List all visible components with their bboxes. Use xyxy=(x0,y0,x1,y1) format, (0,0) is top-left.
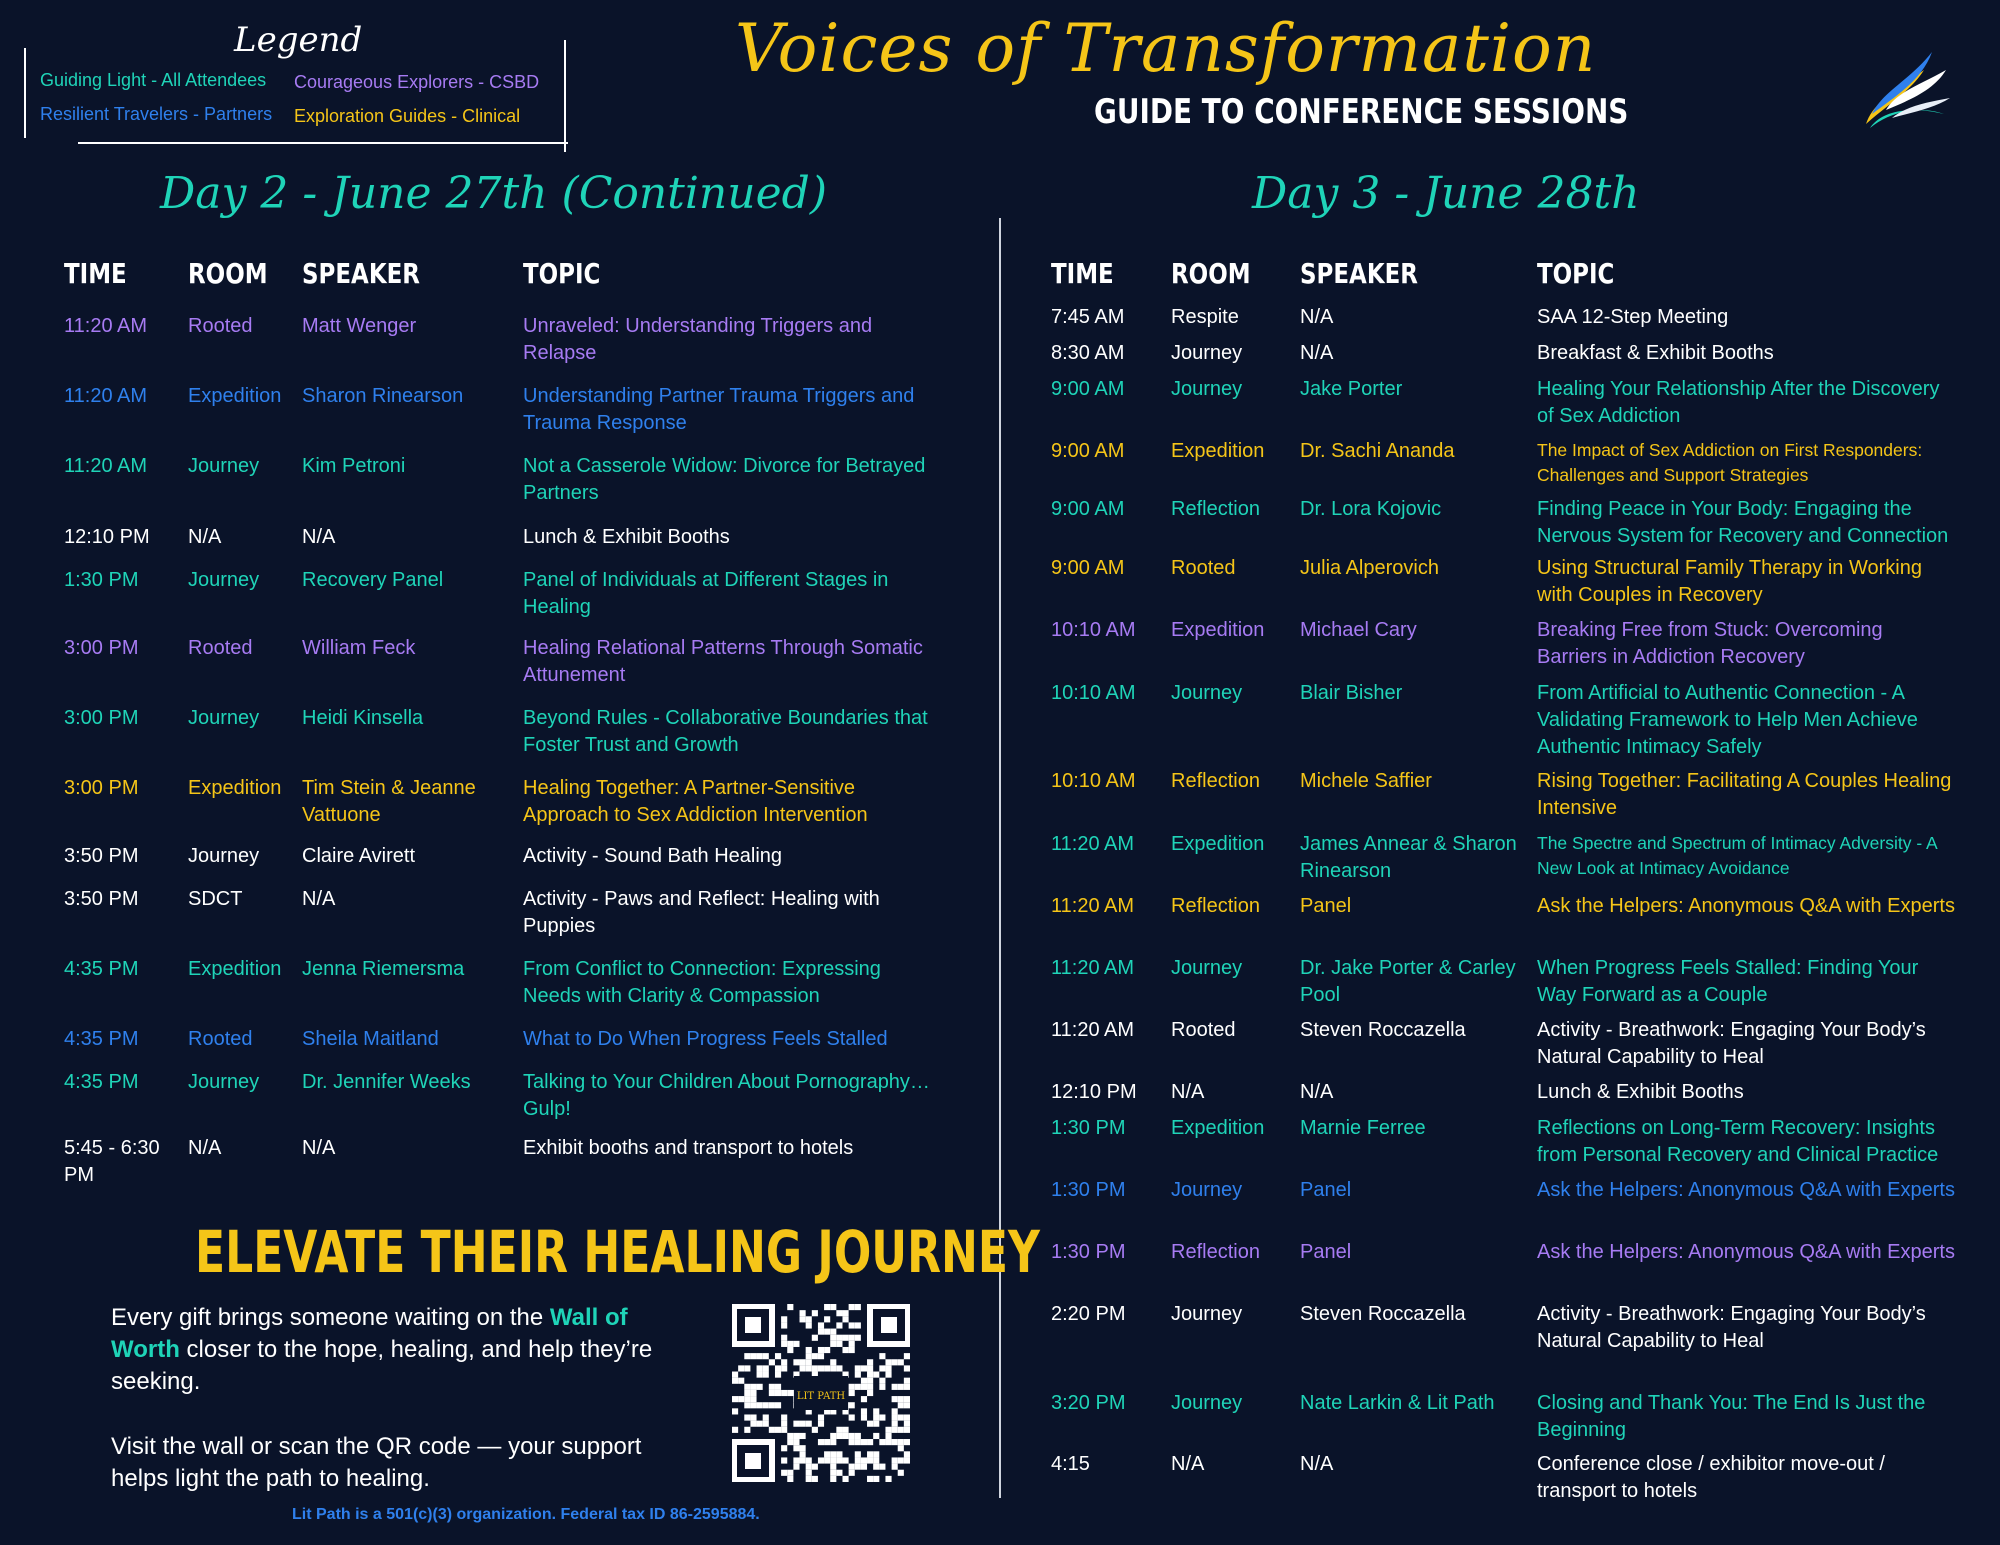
day3-row-time: 7:45 AM xyxy=(1051,306,1125,328)
day3-row-time: 11:20 AM xyxy=(1051,957,1135,979)
day3-row-room: Expedition xyxy=(1171,1117,1265,1139)
day3-row-topic: The Impact of Sex Addiction on First Responders: Challenges and Support Strategies xyxy=(1537,440,1923,485)
day3-row-speaker: Michael Cary xyxy=(1300,619,1417,641)
legend-item-clinical: Exploration Guides - Clinical xyxy=(294,106,521,126)
day2-row-topic: Exhibit booths and transport to hotels xyxy=(523,1137,854,1159)
day3-row-room: Reflection xyxy=(1171,770,1260,792)
day2-row-topic: Activity - Sound Bath Healing xyxy=(523,845,783,867)
day3-row-time: 1:30 PM xyxy=(1051,1179,1126,1201)
day3-row-time: 9:00 AM xyxy=(1051,557,1125,579)
day3-row-room: N/A xyxy=(1171,1081,1205,1103)
day2-row-room: N/A xyxy=(188,526,222,548)
legend-left-bar xyxy=(24,48,26,138)
day2-row-topic: Unraveled: Understanding Triggers and Relapse xyxy=(523,315,873,364)
day3-row-time: 8:30 AM xyxy=(1051,342,1125,364)
day3-row-speaker: N/A xyxy=(1300,306,1334,328)
day2-row-topic: Lunch & Exhibit Booths xyxy=(523,526,730,548)
day2-row-speaker: Matt Wenger xyxy=(302,315,417,337)
day3-row-time: 10:10 AM xyxy=(1051,682,1136,704)
day3-row-room: Expedition xyxy=(1171,619,1265,641)
day2-row-speaker: Tim Stein & Jeanne Vattuone xyxy=(302,777,476,826)
day3-row-speaker: Steven Roccazella xyxy=(1300,1303,1466,1325)
legend-item-partners: Resilient Travelers - Partners xyxy=(40,104,273,124)
day3-row-time: 1:30 PM xyxy=(1051,1117,1126,1139)
day3-row-time: 11:20 AM xyxy=(1051,833,1135,855)
day3-row-time: 11:20 AM xyxy=(1051,1019,1135,1041)
day2-row-time: 3:00 PM xyxy=(64,637,139,659)
day3-header-room: ROOM xyxy=(1171,257,1251,290)
day3-row-room: Journey xyxy=(1171,1179,1243,1201)
day3-row-topic: Closing and Thank You: The End Is Just the Beginning xyxy=(1537,1392,1926,1441)
day2-row-time: 11:20 AM xyxy=(64,455,148,477)
day3-row-time: 9:00 AM xyxy=(1051,440,1125,462)
day2-row-speaker: Kim Petroni xyxy=(302,455,406,477)
day3-row-room: Reflection xyxy=(1171,895,1260,917)
day3-row-speaker: Steven Roccazella xyxy=(1300,1019,1466,1041)
tax-note: Lit Path is a 501(c)(3) organization. Federal tax ID 86-2595884. xyxy=(292,1506,760,1523)
day2-row-speaker: Sheila Maitland xyxy=(302,1028,439,1050)
day2-row-time: 5:45 - 6:30 PM xyxy=(64,1137,160,1186)
day3-row-room: Reflection xyxy=(1171,1241,1260,1263)
day2-row-room: N/A xyxy=(188,1137,222,1159)
day3-row-topic: Conference close / exhibitor move-out / transport to hotels xyxy=(1537,1453,1885,1502)
day3-row-room: Journey xyxy=(1171,1303,1243,1325)
day3-row-room: Journey xyxy=(1171,1392,1243,1414)
cta-text xyxy=(111,1302,671,1398)
day3-row-topic: From Artificial to Authentic Connection - A Validating Framework to Help Men Achieve Authentic Intimacy Safely xyxy=(1537,682,1918,758)
day3-row-topic: Breaking Free from Stuck: Overcoming Barriers in Addiction Recovery xyxy=(1537,619,1883,668)
day3-row-room: Journey xyxy=(1171,342,1243,364)
day3-row-time: 2:20 PM xyxy=(1051,1303,1126,1325)
day2-row-time: 3:50 PM xyxy=(64,845,139,867)
day3-row-topic: The Spectre and Spectrum of Intimacy Adversity - A New Look at Intimacy Avoidance xyxy=(1537,833,1937,878)
wave-wings-logo-icon xyxy=(1852,40,1952,140)
day3-header-speaker: SPEAKER xyxy=(1300,257,1418,290)
day2-row-speaker: N/A xyxy=(302,526,336,548)
day3-row-time: 11:20 AM xyxy=(1051,895,1135,917)
day2-row-time: 11:20 AM xyxy=(64,315,148,337)
day3-row-speaker: N/A xyxy=(1300,1453,1334,1475)
day2-row-speaker: Sharon Rinearson xyxy=(302,385,464,407)
page-title: Voices of Transformation xyxy=(735,10,1597,87)
day3-row-topic: When Progress Feels Stalled: Finding Your Way Forward as a Couple xyxy=(1537,957,1919,1006)
day2-row-time: 3:50 PM xyxy=(64,888,139,910)
day3-row-speaker: Panel xyxy=(1300,895,1352,917)
legend-right-bar xyxy=(564,40,566,152)
day3-row-speaker: James Annear & Sharon Rinearson xyxy=(1300,833,1517,882)
day3-heading: Day 3 - June 28th xyxy=(1252,168,1640,219)
qr-brand-label: LIT PATH xyxy=(796,1391,846,1402)
day3-header-topic: TOPIC xyxy=(1537,257,1615,290)
day3-row-room: Respite xyxy=(1171,306,1239,328)
cta-text-part: Every gift brings someone waiting on the xyxy=(111,1304,550,1331)
day3-row-topic: Finding Peace in Your Body: Engaging the Nervous System for Recovery and Connection xyxy=(1537,498,1949,547)
day2-row-time: 12:10 PM xyxy=(64,526,150,548)
day3-row-time: 10:10 AM xyxy=(1051,619,1136,641)
day2-row-room: Rooted xyxy=(188,637,253,659)
day3-row-topic: Ask the Helpers: Anonymous Q&A with Experts xyxy=(1537,1241,1955,1263)
cta-text-part: closer to the hope, healing, and help they’re seeking. xyxy=(111,1336,653,1395)
day2-row-room: SDCT xyxy=(188,888,243,910)
day3-row-speaker: Jake Porter xyxy=(1300,378,1403,400)
day2-header-speaker: SPEAKER xyxy=(302,257,420,290)
day3-header-time: TIME xyxy=(1051,257,1114,290)
cta-text-2: Visit the wall or scan the QR code — your support helps light the path to healing. xyxy=(111,1433,642,1492)
day3-row-time: 4:15 xyxy=(1051,1453,1090,1475)
day2-row-topic: Panel of Individuals at Different Stages in Healing xyxy=(523,569,889,618)
day3-row-topic: Using Structural Family Therapy in Working with Couples in Recovery xyxy=(1537,557,1922,606)
day3-row-time: 9:00 AM xyxy=(1051,378,1125,400)
day3-row-speaker: Panel xyxy=(1300,1241,1352,1263)
day2-row-room: Rooted xyxy=(188,1028,253,1050)
day2-row-speaker: Recovery Panel xyxy=(302,569,444,591)
day3-row-topic: Reflections on Long-Term Recovery: Insights from Personal Recovery and Clinical Practice xyxy=(1537,1117,1939,1166)
day2-row-room: Journey xyxy=(188,845,260,867)
cta-heading: ELEVATE THEIR HEALING JOURNEY xyxy=(195,1218,1040,1286)
day2-row-room: Journey xyxy=(188,707,260,729)
day3-row-topic: SAA 12-Step Meeting xyxy=(1537,306,1729,328)
legend-underline xyxy=(78,142,568,144)
day2-row-speaker: N/A xyxy=(302,888,336,910)
day3-row-topic: Activity - Breathwork: Engaging Your Body’s Natural Capability to Heal xyxy=(1537,1303,1926,1352)
day3-row-topic: Breakfast & Exhibit Booths xyxy=(1537,342,1774,364)
day3-row-speaker: N/A xyxy=(1300,342,1334,364)
day3-row-speaker: N/A xyxy=(1300,1081,1334,1103)
day2-row-speaker: Dr. Jennifer Weeks xyxy=(302,1071,471,1093)
day3-row-speaker: Julia Alperovich xyxy=(1300,557,1439,579)
day2-row-speaker: Jenna Riemersma xyxy=(302,958,465,980)
day3-row-room: Rooted xyxy=(1171,557,1236,579)
day2-row-room: Expedition xyxy=(188,777,282,799)
day3-row-room: N/A xyxy=(1171,1453,1205,1475)
day3-row-time: 12:10 PM xyxy=(1051,1081,1137,1103)
day2-heading: Day 2 - June 27th (Continued) xyxy=(160,168,827,219)
day2-row-topic: Healing Relational Patterns Through Somatic Attunement xyxy=(523,637,923,686)
day2-row-room: Journey xyxy=(188,1071,260,1093)
day2-row-speaker: Heidi Kinsella xyxy=(302,707,424,729)
day2-row-topic: From Conflict to Connection: Expressing Needs with Clarity & Compassion xyxy=(523,958,881,1007)
day2-row-time: 4:35 PM xyxy=(64,958,139,980)
day3-row-speaker: Michele Saffier xyxy=(1300,770,1432,792)
day2-header-time: TIME xyxy=(64,257,127,290)
day2-row-topic: Talking to Your Children About Pornography…Gulp! xyxy=(523,1071,930,1120)
column-divider xyxy=(999,218,1001,1498)
day3-row-time: 9:00 AM xyxy=(1051,498,1125,520)
day3-row-time: 10:10 AM xyxy=(1051,770,1136,792)
day2-row-time: 11:20 AM xyxy=(64,385,148,407)
legend-item-all-attendees: Guiding Light - All Attendees xyxy=(40,70,267,90)
day2-row-room: Rooted xyxy=(188,315,253,337)
day2-row-room: Journey xyxy=(188,569,260,591)
day2-row-room: Journey xyxy=(188,455,260,477)
day3-row-room: Journey xyxy=(1171,957,1243,979)
day3-row-speaker: Dr. Sachi Ananda xyxy=(1300,440,1455,462)
day3-row-speaker: Marnie Ferree xyxy=(1300,1117,1426,1139)
day3-row-topic: Healing Your Relationship After the Discovery of Sex Addiction xyxy=(1537,378,1940,427)
day3-row-topic: Ask the Helpers: Anonymous Q&A with Experts xyxy=(1537,1179,1955,1201)
day2-row-room: Expedition xyxy=(188,958,282,980)
day2-row-room: Expedition xyxy=(188,385,282,407)
day3-row-topic: Rising Together: Facilitating A Couples Healing Intensive xyxy=(1537,770,1952,819)
day2-row-speaker: William Feck xyxy=(302,637,416,659)
day2-row-time: 4:35 PM xyxy=(64,1071,139,1093)
day2-row-time: 3:00 PM xyxy=(64,777,139,799)
day3-row-time: 3:20 PM xyxy=(1051,1392,1126,1414)
day2-row-topic: What to Do When Progress Feels Stalled xyxy=(523,1028,888,1050)
day2-row-time: 4:35 PM xyxy=(64,1028,139,1050)
day2-row-time: 3:00 PM xyxy=(64,707,139,729)
legend-title: Legend xyxy=(234,20,363,60)
day3-row-speaker: Panel xyxy=(1300,1179,1352,1201)
day3-row-speaker: Dr. Jake Porter & Carley Pool xyxy=(1300,957,1516,1006)
day2-row-topic: Beyond Rules - Collaborative Boundaries that Foster Trust and Growth xyxy=(523,707,928,756)
day3-row-topic: Ask the Helpers: Anonymous Q&A with Experts xyxy=(1537,895,1955,917)
day3-row-topic: Activity - Breathwork: Engaging Your Body’s Natural Capability to Heal xyxy=(1537,1019,1926,1068)
day3-row-topic: Lunch & Exhibit Booths xyxy=(1537,1081,1744,1103)
day2-row-time: 1:30 PM xyxy=(64,569,139,591)
day3-row-room: Expedition xyxy=(1171,833,1265,855)
day2-row-topic: Not a Casserole Widow: Divorce for Betrayed Partners xyxy=(523,455,926,504)
day2-row-speaker: Claire Avirett xyxy=(302,845,416,867)
legend xyxy=(24,20,570,138)
day2-row-speaker: N/A xyxy=(302,1137,336,1159)
day3-row-speaker: Blair Bisher xyxy=(1300,682,1403,704)
day2-header-topic: TOPIC xyxy=(523,257,601,290)
day3-row-room: Rooted xyxy=(1171,1019,1236,1041)
day2-row-topic: Understanding Partner Trauma Triggers and Trauma Response xyxy=(523,385,915,434)
day2-row-topic: Activity - Paws and Reflect: Healing with Puppies xyxy=(523,888,880,937)
day2-header-room: ROOM xyxy=(188,257,268,290)
day3-row-room: Journey xyxy=(1171,682,1243,704)
wall-of-worth-highlight: Wall of Worth xyxy=(111,1304,628,1363)
page-subtitle: GUIDE TO CONFERENCE SESSIONS xyxy=(1094,92,1629,132)
day3-row-room: Reflection xyxy=(1171,498,1260,520)
day3-row-speaker: Dr. Lora Kojovic xyxy=(1300,498,1442,520)
day3-row-room: Journey xyxy=(1171,378,1243,400)
legend-item-csbd: Courageous Explorers - CSBD xyxy=(294,72,540,92)
day3-row-speaker: Nate Larkin & Lit Path xyxy=(1300,1392,1495,1414)
day3-row-time: 1:30 PM xyxy=(1051,1241,1126,1263)
day2-row-topic: Healing Together: A Partner-Sensitive Approach to Sex Addiction Intervention xyxy=(523,777,868,826)
qr-code-icon[interactable] xyxy=(732,1304,910,1482)
day3-row-room: Expedition xyxy=(1171,440,1265,462)
